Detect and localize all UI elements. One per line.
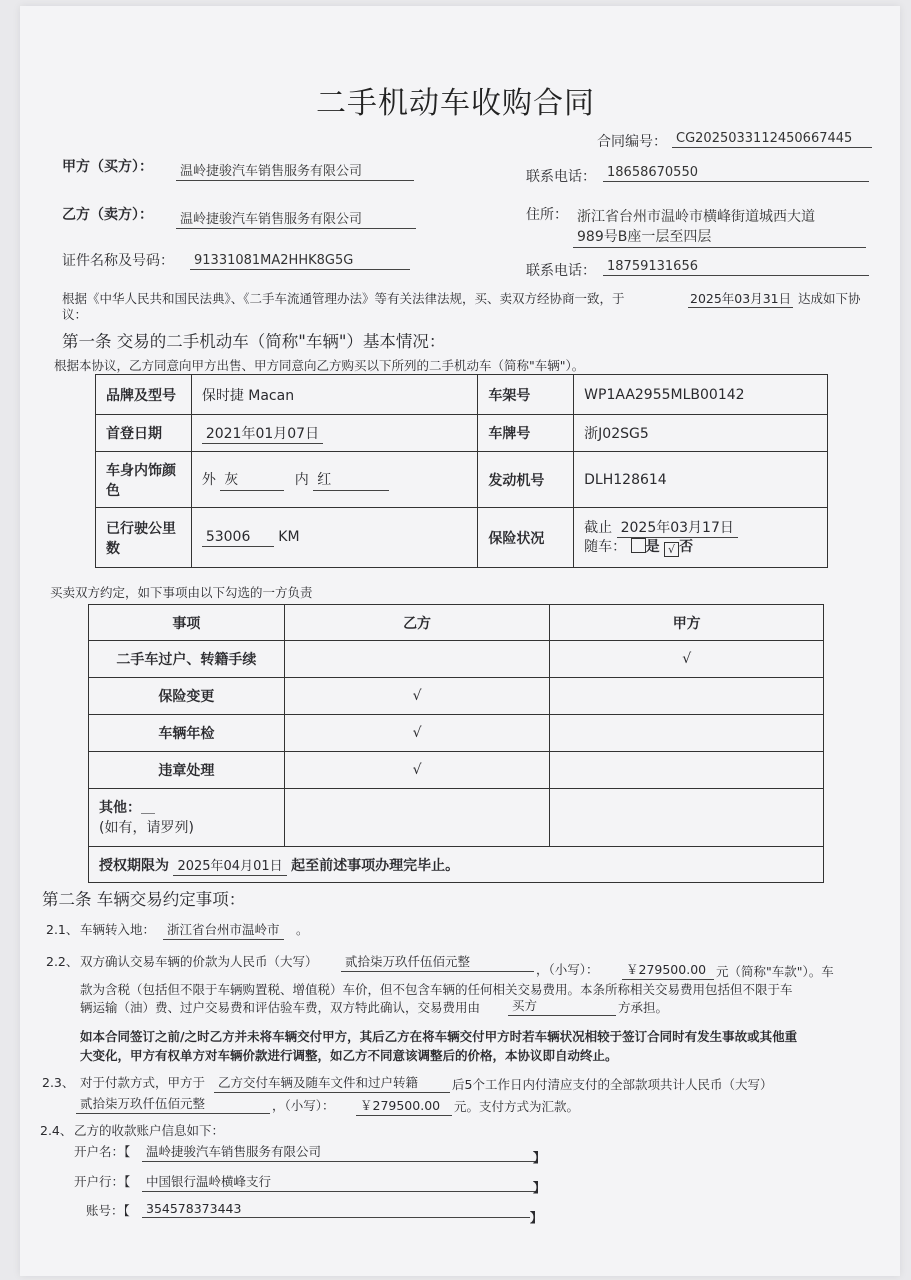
clause-2-3-text-c: ，（小写）： <box>272 1098 335 1113</box>
document-title: 二手机动车收购合同 <box>316 86 595 121</box>
mileage-value: 53006 <box>202 529 274 547</box>
bold-clause-line-1: 如本合同签订之前/之时乙方并未将车辆交付甲方，其后乙方在将车辆交付甲方时若车辆状况相较于签订合同时有发生事故或其他重 <box>80 1029 798 1044</box>
clause-2-2-text: 双方确认交易车辆的价款为人民币（大写） <box>80 954 318 969</box>
clause-2-4-number: 2.4、 <box>40 1123 73 1138</box>
other-note: (如有，请罗列) <box>99 819 194 836</box>
preamble-tail-2: 议： <box>62 307 88 322</box>
engine-value: DLH128614 <box>574 452 828 508</box>
clause-2-3-text-b: 后5个工作日内付清应支付的全部款项共计人民币（大写） <box>452 1077 773 1092</box>
duties-table <box>88 604 824 883</box>
transfer-location: 浙江省台州市温岭市 <box>163 920 284 940</box>
brand-value: 保时捷 Macan <box>191 375 478 415</box>
party-b-phone-label: 联系电话： <box>526 263 596 279</box>
party-a-phone: 18658670550 <box>603 165 869 182</box>
duty-b-mark[interactable] <box>284 641 550 678</box>
deadline-label: 授权期限为 <box>99 857 169 874</box>
deadline-date: 2025年04月01日 <box>173 859 286 876</box>
reg-date-label: 首登日期 <box>96 415 192 452</box>
duty-item: 保险变更 <box>89 678 285 715</box>
interior-label: 内 <box>294 471 309 488</box>
clause-2-4-text: 乙方的收款账户信息如下： <box>74 1123 225 1138</box>
preamble-text: 根据《中华人民共和国民法典》、《二手车流通管理办法》等有关法律法规，买、卖双方经协商一致，于 <box>62 291 625 306</box>
vin-label: 车架号 <box>478 375 574 415</box>
payment-condition: 乙方交付车辆及随车文件和过户转籍 <box>214 1073 450 1093</box>
duty-a-mark[interactable] <box>550 678 824 715</box>
clause-2-2-line-2: 款为含税（包括但不限于车辆购置税、增值税）车价，但不包含车辆的任何相关交易费用。本条所称相关交易费用包括但不限于车 <box>80 982 793 997</box>
other-label: 其他： <box>99 799 141 816</box>
clause-2-2-text-b: ，（小写）： <box>536 962 599 977</box>
brand-label: 品牌及型号 <box>96 375 192 415</box>
deadline-tail: 起至前述事项办理完毕止。 <box>291 857 460 874</box>
article-1-intro: 根据本协议，乙方同意向甲方出售、甲方同意向乙方购买以下所列的二手机动车（简称"车辆"）。 <box>54 358 585 373</box>
clause-2-2-line-3: 辆运输（油）费、过户交易费和评估验车费，双方特此确认，交易费用由 <box>80 1000 481 1015</box>
duties-row <box>89 678 824 715</box>
checkbox-no[interactable]: √ <box>664 542 679 557</box>
id-label: 证件名称及号码： <box>62 253 174 269</box>
party-a-phone-label: 联系电话： <box>526 169 596 185</box>
engine-label: 发动机号 <box>478 452 574 508</box>
price-uppercase: 贰拾柒万玖仟伍佰元整 <box>341 952 534 972</box>
account-name: 温岭捷骏汽车销售服务有限公司 <box>142 1142 536 1162</box>
clause-2-1-end: 。 <box>296 922 309 937</box>
party-b-address-label: 住所： <box>526 207 568 223</box>
party-b-label: 乙方（卖方）： <box>62 207 153 223</box>
duties-col-a: 甲方 <box>550 605 824 641</box>
clause-2-1-text: 车辆转入地： <box>80 922 156 937</box>
clause-2-2-line-3-end: 方承担。 <box>618 1000 669 1015</box>
duty-item: 二手车过户、转籍手续 <box>89 641 285 678</box>
interior-color: 红 <box>313 469 389 491</box>
preamble-tail: 达成如下协 <box>798 291 861 306</box>
clause-2-2-number: 2.2、 <box>46 954 79 969</box>
yes-label: 是 <box>645 538 660 555</box>
duties-intro: 买卖双方约定，如下事项由以下勾选的一方负责 <box>50 585 313 600</box>
bold-clause-line-2: 大变化，甲方有权单方对车辆价款进行调整，如乙方不同意该调整后的价格，本协议即自动终止。 <box>80 1048 618 1063</box>
insurance-until-date: 2025年03月17日 <box>617 520 738 538</box>
duties-row <box>89 641 824 678</box>
duties-row <box>89 752 824 789</box>
contract-no-label: 合同编号： <box>597 134 667 150</box>
mileage-unit: KM <box>278 528 300 545</box>
clause-2-2-text-c: 元（简称"车款"）。车 <box>716 964 834 979</box>
fee-payer: 买方 <box>508 996 616 1016</box>
account-number: 354578373443 <box>142 1201 530 1218</box>
duty-a-mark[interactable]: √ <box>550 641 824 678</box>
duty-a-mark[interactable] <box>550 715 824 752</box>
insurance-label: 保险状况 <box>478 508 574 568</box>
vehicle-info-table <box>95 374 828 568</box>
checkbox-yes[interactable] <box>631 538 646 553</box>
plate-value: 浙J02SG5 <box>574 415 828 452</box>
party-a-label: 甲方（买方）： <box>62 159 153 175</box>
clause-2-3-text-d: 元。支付方式为汇款。 <box>454 1099 580 1114</box>
duty-b-mark[interactable]: √ <box>284 715 550 752</box>
account-name-label: 开户名：【 <box>74 1144 131 1159</box>
duties-col-b: 乙方 <box>284 605 550 641</box>
party-b-address-line1: 浙江省台州市温岭市横峰街道城西大道 <box>577 209 815 225</box>
party-a-name: 温岭捷骏汽车销售服务有限公司 <box>176 160 414 181</box>
exterior-color: 灰 <box>220 469 284 491</box>
mileage-label: 已行驶公里数 <box>96 508 192 568</box>
bank-name: 中国银行温岭横峰支行 <box>142 1172 536 1192</box>
duties-row <box>89 715 824 752</box>
party-b-phone: 18759131656 <box>603 259 869 276</box>
insurance-until-label: 截止 <box>584 519 613 536</box>
duties-col-item: 事项 <box>89 605 285 641</box>
other-blank: ＿ <box>141 799 155 816</box>
no-label: 否 <box>679 538 694 555</box>
duty-b-mark[interactable]: √ <box>284 678 550 715</box>
article-2-heading: 第二条 车辆交易约定事项： <box>42 890 246 909</box>
clause-2-1-number: 2.1、 <box>46 922 79 937</box>
total-lowercase: ￥279500.00 <box>356 1096 452 1116</box>
account-number-bracket: 】 <box>530 1210 543 1225</box>
duty-item: 违章处理 <box>89 752 285 789</box>
color-label: 车身内饰颜色 <box>96 452 192 508</box>
bank-label: 开户行：【 <box>74 1174 131 1189</box>
party-b-name: 温岭捷骏汽车销售服务有限公司 <box>176 208 416 229</box>
clause-2-3-number: 2.3、 <box>42 1075 75 1090</box>
account-name-bracket: 】 <box>533 1150 546 1165</box>
total-uppercase: 贰拾柒万玖仟伍佰元整 <box>76 1094 270 1114</box>
other-a-cell[interactable] <box>550 789 824 847</box>
exterior-label: 外 <box>201 471 216 488</box>
contract-no: CG2025033112450667445 <box>672 131 872 148</box>
duty-b-mark[interactable]: √ <box>284 752 550 789</box>
duty-a-mark[interactable] <box>550 752 824 789</box>
party-b-address-line2: 989号B座一层至四层 <box>573 226 866 248</box>
id-number: 91331081MA2HHK8G5G <box>190 253 410 270</box>
reg-date-value: 2021年01月07日 <box>202 426 323 444</box>
with-car-label: 随车： <box>584 538 627 555</box>
account-number-label: 账号：【 <box>86 1203 130 1218</box>
price-lowercase: ￥279500.00 <box>622 960 714 980</box>
duty-item: 车辆年检 <box>89 715 285 752</box>
agreement-date: 2025年03月31日 <box>690 291 792 306</box>
article-1-heading: 第一条 交易的二手机动车（简称"车辆"）基本情况： <box>62 332 446 351</box>
clause-2-3-text: 对于付款方式，甲方于 <box>80 1075 206 1090</box>
bank-bracket: 】 <box>533 1180 546 1195</box>
vin-value: WP1AA2955MLB00142 <box>574 375 828 415</box>
plate-label: 车牌号 <box>478 415 574 452</box>
other-b-cell[interactable] <box>284 789 550 847</box>
